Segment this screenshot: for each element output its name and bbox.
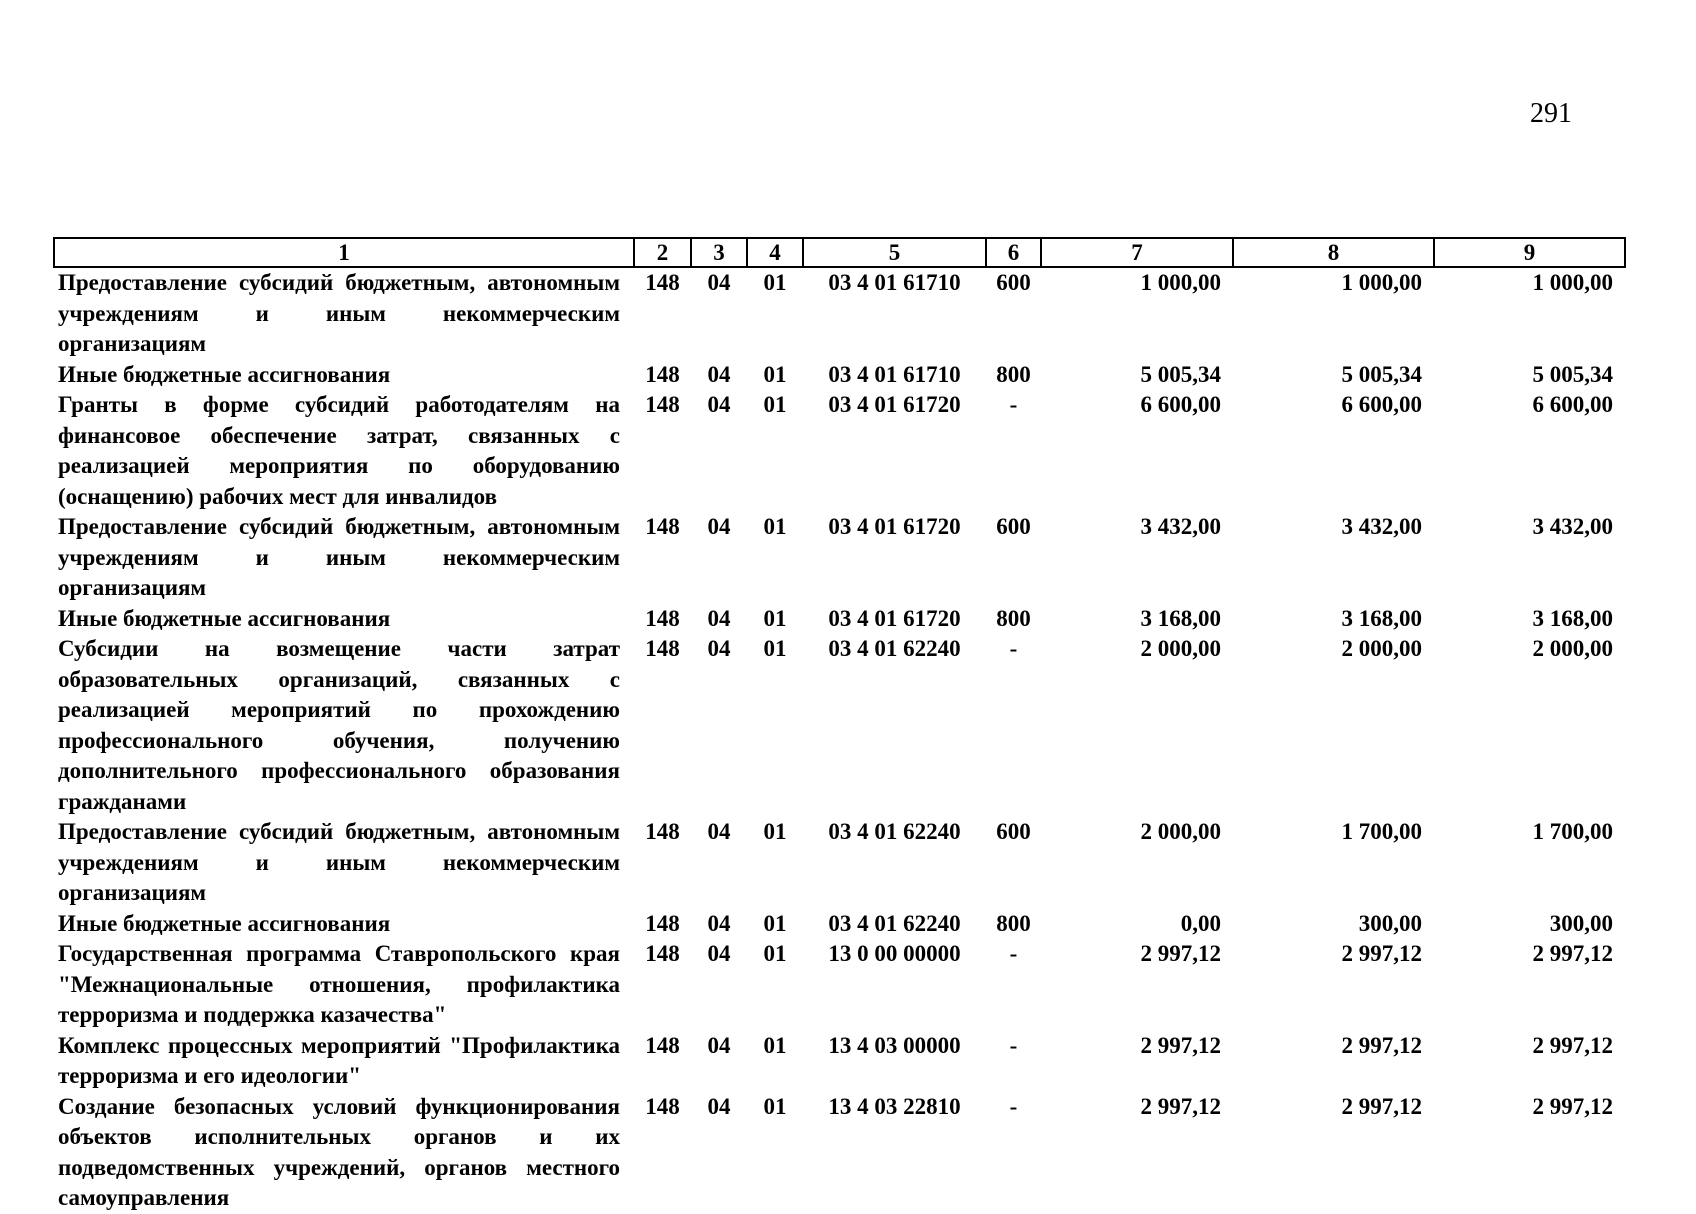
code-subsection: 01 [763,361,787,387]
code-section: 04 [707,636,731,661]
code-admin: 148 [645,514,680,539]
code-target: 13 4 03 00000 [828,1032,961,1058]
code-target: 03 4 01 61720 [828,392,961,417]
amount-col-7: 1 000,00 [1140,270,1221,295]
code-section: 04 [707,392,731,417]
table-row [54,1031,1625,1092]
table-row [54,390,1625,512]
table-row [54,267,1625,360]
code-target: 03 4 01 62240 [828,910,961,936]
column-header-6: 6 [986,238,1041,267]
amount-col-9: 6 600,00 [1532,392,1613,417]
code-subsection: 01 [763,1093,787,1119]
code-section: 04 [707,514,731,539]
row-name: Предоставление субсидий бюджетным, автономным учреждениям и иным некоммерческим организациям [58,819,620,905]
amount-col-7: 0,00 [1180,910,1221,936]
code-subsection: 01 [763,819,787,844]
row-name: Гранты в форме субсидий работодателям на финансовое обеспечение затрат, связанных с реализацией мероприятия по оборудованию (оснащению) рабочих мест для инвалидов [58,392,620,509]
amount-col-8: 5 005,34 [1341,361,1422,387]
column-header-3: 3 [691,238,747,267]
code-section: 04 [707,270,731,295]
amount-col-9: 2 000,00 [1532,636,1613,661]
table-body [54,267,1625,1214]
amount-col-8: 300,00 [1358,910,1422,936]
table-row [54,360,1625,391]
code-target: 03 4 01 62240 [828,819,961,844]
column-header-9: 9 [1434,238,1625,267]
amount-col-9: 3 168,00 [1532,605,1613,631]
amount-col-7: 5 005,34 [1140,361,1221,387]
code-expense-type: 600 [996,270,1031,295]
amount-col-8: 3 432,00 [1341,514,1422,539]
code-admin: 148 [645,270,680,295]
code-subsection: 01 [763,514,787,539]
amount-col-9: 2 997,12 [1532,1032,1613,1058]
amount-col-7: 2 997,12 [1140,941,1221,966]
code-expense-type: 600 [996,819,1031,844]
amount-col-7: 2 000,00 [1140,636,1221,661]
column-header-8: 8 [1233,238,1434,267]
code-admin: 148 [645,636,680,661]
code-subsection: 01 [763,605,787,631]
amount-col-7: 3 168,00 [1140,605,1221,631]
row-name: Комплекс процессных мероприятий "Профилактика терроризма и его идеологии" [58,1032,620,1088]
code-admin: 148 [645,1093,680,1119]
table-row [54,634,1625,817]
table-row [54,909,1625,940]
table-row [54,939,1625,1031]
code-expense-type: 800 [996,605,1031,631]
code-admin: 148 [645,605,680,631]
code-expense-type: 800 [996,361,1031,387]
code-expense-type: 600 [996,514,1031,539]
amount-col-9: 2 997,12 [1532,941,1613,966]
amount-col-7: 6 600,00 [1140,392,1221,417]
amount-col-7: 2 997,12 [1140,1032,1221,1058]
code-subsection: 01 [763,941,787,966]
row-name: Иные бюджетные ассигнования [58,910,391,936]
code-admin: 148 [645,941,680,966]
code-section: 04 [707,605,731,631]
amount-col-8: 2 997,12 [1341,1032,1422,1058]
amount-col-8: 3 168,00 [1341,605,1422,631]
code-expense-type: - [1009,1032,1018,1058]
code-section: 04 [707,941,731,966]
code-expense-type: 800 [996,910,1031,936]
amount-col-9: 2 997,12 [1532,1093,1613,1119]
page-number: 291 [1530,98,1572,129]
row-name: Иные бюджетные ассигнования [58,361,391,387]
amount-col-7: 3 432,00 [1140,514,1221,539]
header-row [54,238,1625,267]
code-section: 04 [707,819,731,844]
code-target: 13 4 03 22810 [828,1093,961,1119]
code-expense-type: - [1009,392,1018,417]
row-name: Субсидии на возмещение части затрат образовательных организаций, связанных с реализацией мероприятий по прохождению профессионального обучения, получению дополнительного профессионального образования гражданами [58,636,620,814]
row-name: Создание безопасных условий функционирования объектов исполнительных органов и их подведомственных учреждений, органов местного самоуправления [58,1093,620,1210]
code-section: 04 [707,1032,731,1058]
code-target: 03 4 01 61720 [828,605,961,631]
table-row [54,817,1625,909]
row-name: Государственная программа Ставропольского края "Межнациональные отношения, профилактика терроризма и поддержка казачества" [58,941,620,1027]
amount-col-8: 6 600,00 [1341,392,1422,417]
code-subsection: 01 [763,636,787,661]
code-target: 13 0 00 00000 [828,941,961,966]
table-row [54,604,1625,635]
code-target: 03 4 01 62240 [828,636,961,661]
column-header-4: 4 [747,238,803,267]
code-expense-type: - [1009,636,1018,661]
column-header-1: 1 [54,238,634,267]
amount-col-7: 2 997,12 [1140,1093,1221,1119]
table-header [54,238,1625,267]
row-name: Предоставление субсидий бюджетным, автономным учреждениям и иным некоммерческим организациям [58,270,620,356]
code-subsection: 01 [763,392,787,417]
code-target: 03 4 01 61710 [828,361,961,387]
row-name: Иные бюджетные ассигнования [58,605,391,631]
amount-col-9: 3 432,00 [1532,514,1613,539]
amount-col-8: 1 000,00 [1341,270,1422,295]
code-admin: 148 [645,1032,680,1058]
code-target: 03 4 01 61710 [828,270,961,295]
code-admin: 148 [645,910,680,936]
code-subsection: 01 [763,910,787,936]
amount-col-8: 1 700,00 [1341,819,1422,844]
column-header-7: 7 [1041,238,1233,267]
amount-col-8: 2 000,00 [1341,636,1422,661]
code-expense-type: - [1009,941,1018,966]
budget-table [53,237,1626,1214]
amount-col-8: 2 997,12 [1341,1093,1422,1119]
table-row [54,1092,1625,1214]
code-subsection: 01 [763,1032,787,1058]
amount-col-9: 1 700,00 [1532,819,1613,844]
amount-col-9: 5 005,34 [1532,361,1613,387]
code-admin: 148 [645,392,680,417]
code-target: 03 4 01 61720 [828,514,961,539]
code-expense-type: - [1009,1093,1018,1119]
column-header-2: 2 [634,238,691,267]
code-section: 04 [707,361,731,387]
code-admin: 148 [645,361,680,387]
amount-col-7: 2 000,00 [1140,819,1221,844]
code-section: 04 [707,910,731,936]
row-name: Предоставление субсидий бюджетным, автономным учреждениям и иным некоммерческим организациям [58,514,620,600]
amount-col-9: 300,00 [1549,910,1613,936]
amount-col-9: 1 000,00 [1532,270,1613,295]
amount-col-8: 2 997,12 [1341,941,1422,966]
column-header-5: 5 [803,238,986,267]
code-subsection: 01 [763,270,787,295]
code-section: 04 [707,1093,731,1119]
code-admin: 148 [645,819,680,844]
table-row [54,512,1625,604]
